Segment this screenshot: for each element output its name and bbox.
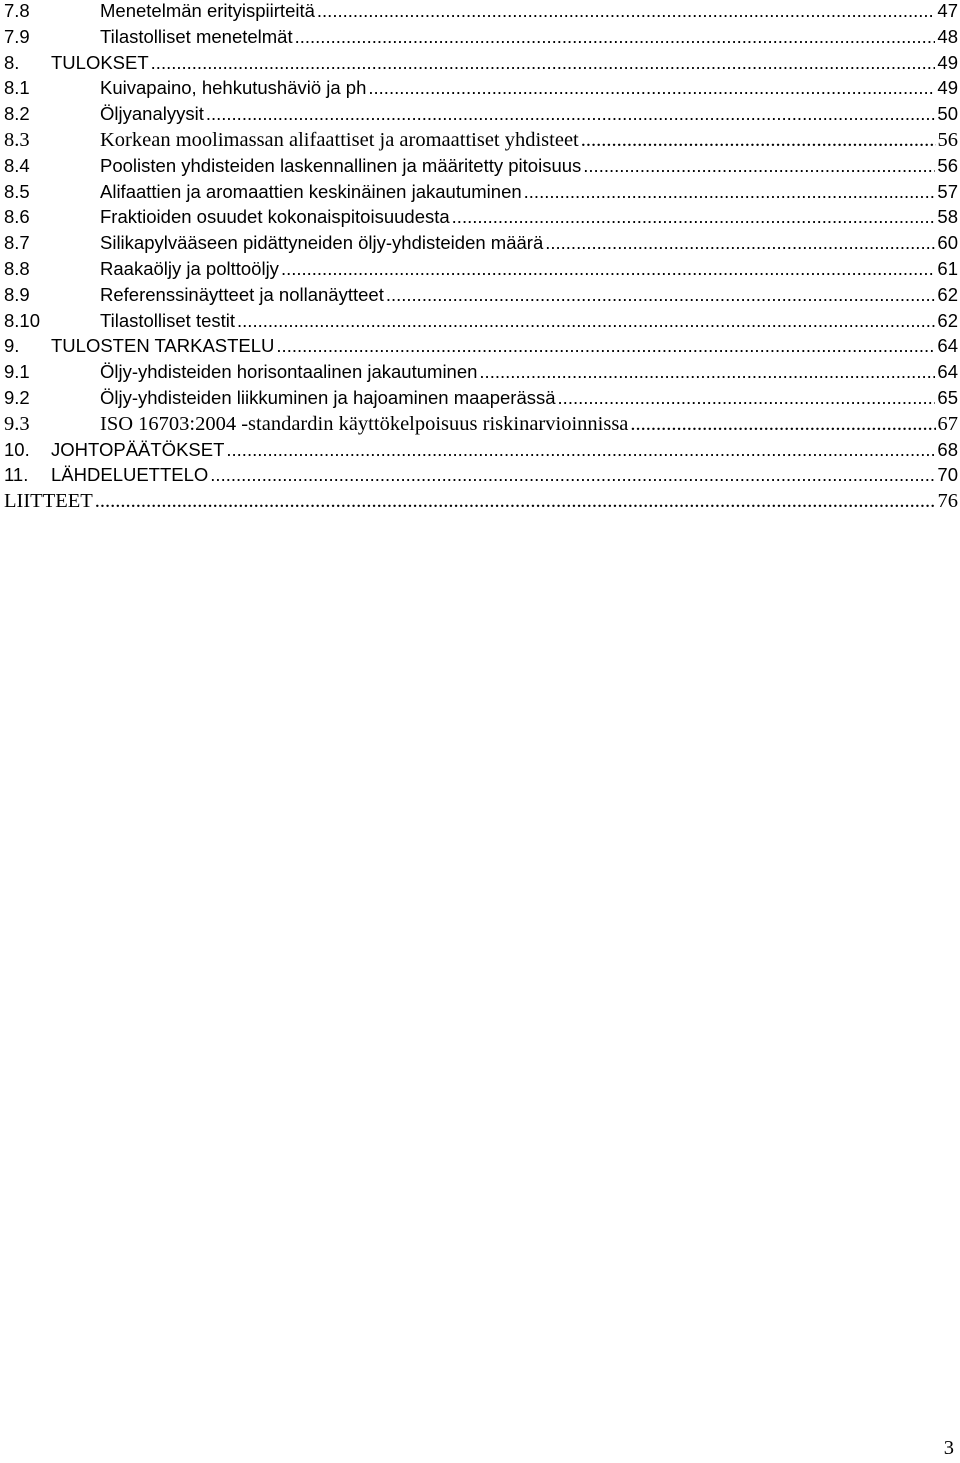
dot-leader	[281, 258, 935, 280]
dot-leader	[545, 232, 935, 254]
toc-entry-page: 64	[937, 361, 958, 383]
toc-entry-number: 9.2	[4, 386, 30, 408]
dot-leader	[581, 129, 936, 152]
toc-entry[interactable]	[4, 77, 958, 103]
dot-leader	[151, 52, 936, 74]
toc-entry-title: ISO 16703:2004 -standardin käyttökelpoisuus riskinarvioinnissa	[100, 412, 629, 435]
toc-entry-page: 76	[937, 490, 958, 513]
toc-entry-title: Silikapylvääseen pidättyneiden öljy-yhdisteiden määrä	[100, 232, 544, 254]
toc-entry-title: Tilastolliset menetelmät	[100, 25, 293, 47]
toc-entry[interactable]	[4, 26, 958, 52]
toc-entry-title: LIITTEET	[4, 490, 93, 513]
toc-entry[interactable]	[4, 464, 958, 490]
toc-entry-page: 68	[937, 438, 958, 460]
dot-leader	[206, 103, 936, 125]
toc-entry-page: 50	[937, 103, 958, 125]
toc-entry-title: Alifaattien ja aromaattien keskinäinen jakautuminen	[100, 180, 522, 202]
toc-entry-number: 8.9	[4, 283, 30, 305]
toc-entry-title: Kuivapaino, hehkutushäviö ja ph	[100, 77, 367, 99]
toc-entry-page: 47	[937, 0, 958, 21]
toc-entry-number: 8.2	[4, 103, 30, 125]
toc-entry-number: 8.4	[4, 154, 30, 176]
toc-entry-number: 9.	[4, 335, 20, 357]
dot-leader	[276, 335, 935, 357]
toc-entry-number: 8.	[4, 51, 20, 73]
toc-entry[interactable]	[4, 129, 958, 155]
toc-entry-page: 70	[937, 464, 958, 486]
toc-entry[interactable]	[4, 103, 958, 129]
toc-entry[interactable]	[4, 413, 958, 439]
toc-entry[interactable]	[4, 258, 958, 284]
toc-entry-page: 65	[937, 386, 958, 408]
dot-leader	[558, 387, 936, 409]
dot-leader	[317, 0, 936, 22]
dot-leader	[368, 77, 935, 99]
toc-entry-page: 62	[937, 309, 958, 331]
toc-entry-number: 8.7	[4, 232, 30, 254]
dot-leader	[583, 155, 935, 177]
toc-entry-number: 8.8	[4, 257, 30, 279]
toc-entry[interactable]	[4, 232, 958, 258]
toc-entry-number: 8.3	[4, 128, 30, 151]
toc-entry-page: 57	[937, 180, 958, 202]
dot-leader	[452, 206, 936, 228]
page-number: 3	[943, 1437, 954, 1459]
toc-entry[interactable]	[4, 310, 958, 336]
toc-entry-title: LÄHDELUETTELO	[51, 464, 209, 486]
toc-entry[interactable]	[4, 52, 958, 78]
toc-entry-title: TULOSTEN TARKASTELU	[51, 335, 275, 357]
toc-entry-title: Tilastolliset testit	[100, 309, 236, 331]
toc-entry-number: 8.5	[4, 180, 30, 202]
toc-entry-title: TULOKSET	[51, 51, 149, 73]
toc-entry-number: 9.1	[4, 361, 30, 383]
toc-entry[interactable]	[4, 181, 958, 207]
toc-entry-title: Fraktioiden osuudet kokonaispitoisuudesta	[100, 206, 450, 228]
toc-entry[interactable]	[4, 361, 958, 387]
toc-entry-number: 9.3	[4, 412, 30, 435]
dot-leader	[386, 284, 936, 306]
toc-entry-number: 8.1	[4, 77, 30, 99]
toc-entry-title: Menetelmän erityispiirteitä	[100, 0, 315, 21]
dot-leader	[295, 26, 936, 48]
toc-entry-title: Raakaöljy ja polttoöljy	[100, 257, 279, 279]
toc-entry[interactable]	[4, 335, 958, 361]
toc-entry-number: 11.	[4, 464, 29, 486]
toc-entry-page: 61	[937, 257, 958, 279]
toc-entry-number: 10.	[4, 438, 30, 460]
toc-entry-page: 56	[937, 154, 958, 176]
toc-entry-page: 56	[937, 128, 958, 151]
dot-leader	[479, 361, 935, 383]
table-of-contents	[4, 0, 958, 516]
toc-entry-title: JOHTOPÄÄTÖKSET	[51, 438, 225, 460]
toc-entry-title: Poolisten yhdisteiden laskennallinen ja määritetty pitoisuus	[100, 154, 582, 176]
toc-entry-page: 48	[937, 25, 958, 47]
toc-entry-number: 8.6	[4, 206, 30, 228]
toc-entry-page: 64	[937, 335, 958, 357]
toc-entry[interactable]	[4, 0, 958, 26]
toc-entry[interactable]	[4, 490, 958, 516]
toc-entry-page: 58	[937, 206, 958, 228]
toc-entry-page: 49	[937, 77, 958, 99]
toc-entry-page: 49	[937, 51, 958, 73]
dot-leader	[226, 439, 935, 461]
toc-entry-title: Referenssinäytteet ja nollanäytteet	[100, 283, 384, 305]
toc-entry-title: Korkean moolimassan alifaattiset ja aromaattiset yhdisteet	[100, 128, 579, 151]
toc-entry-page: 67	[937, 412, 958, 435]
dot-leader	[630, 413, 935, 436]
toc-entry-title: Öljyanalyysit	[100, 103, 204, 125]
toc-entry[interactable]	[4, 387, 958, 413]
toc-entry-number: 7.9	[4, 25, 30, 47]
dot-leader	[95, 490, 936, 513]
toc-entry[interactable]	[4, 284, 958, 310]
toc-entry-number: 7.8	[4, 0, 30, 21]
toc-entry[interactable]	[4, 155, 958, 181]
toc-entry-title: Öljy-yhdisteiden horisontaalinen jakautuminen	[100, 361, 478, 383]
dot-leader	[524, 181, 936, 203]
toc-entry-page: 62	[937, 283, 958, 305]
toc-entry-title: Öljy-yhdisteiden liikkuminen ja hajoaminen maaperässä	[100, 386, 556, 408]
toc-entry-page: 60	[937, 232, 958, 254]
dot-leader	[210, 464, 935, 486]
toc-entry-number: 8.10	[4, 309, 41, 331]
toc-entry[interactable]	[4, 206, 958, 232]
dot-leader	[237, 310, 935, 332]
toc-entry[interactable]	[4, 439, 958, 465]
